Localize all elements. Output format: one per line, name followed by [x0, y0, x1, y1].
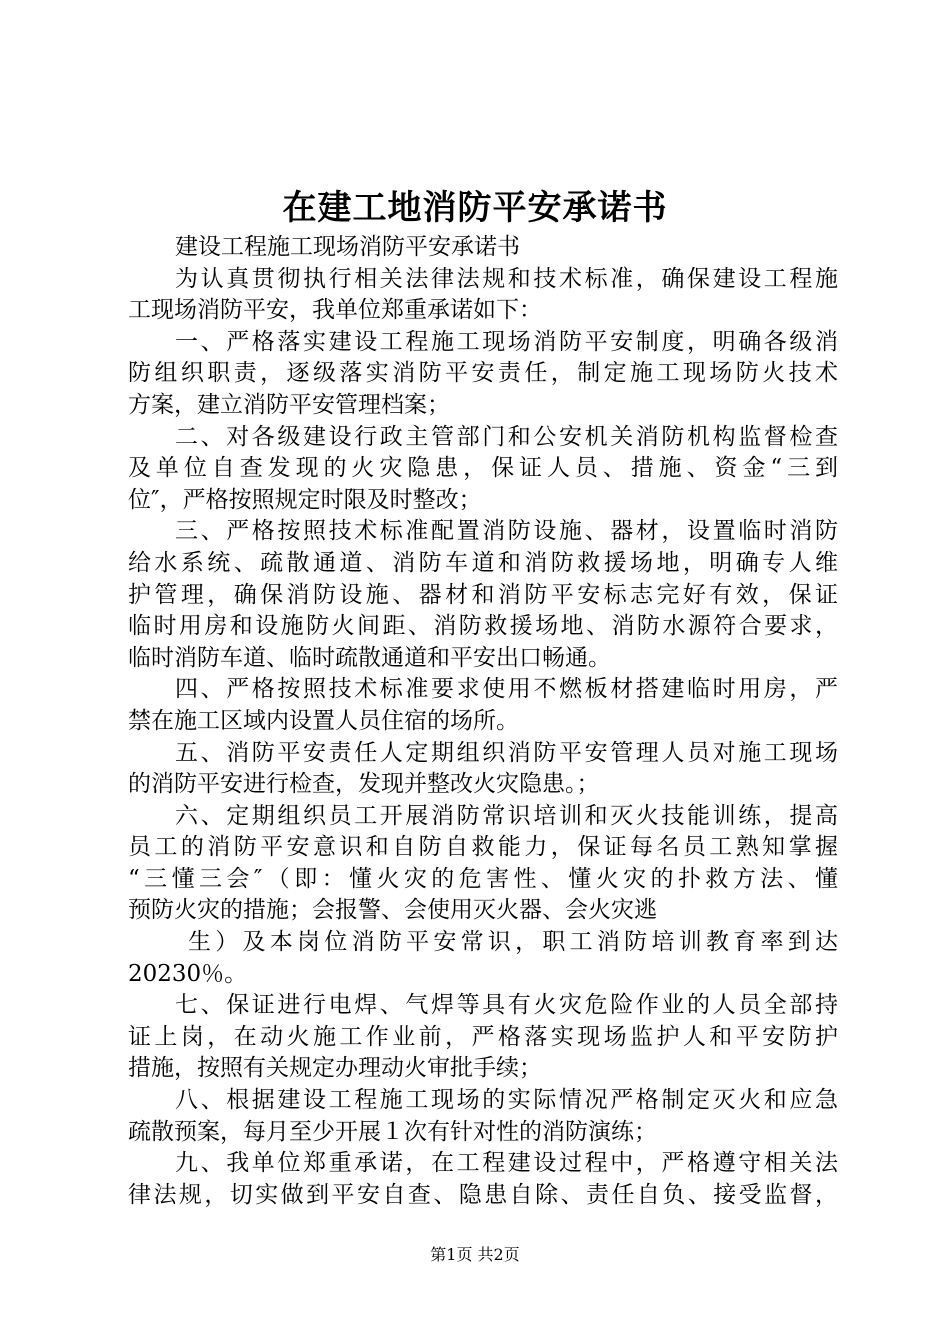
- body-line: 员工的消防平安意识和自防自救能力，保证每名员工熟知掌握: [128, 834, 838, 861]
- body-line: 预防火灾的措施；会报警、会使用灭火器、会火灾逃: [128, 897, 657, 924]
- body-line: 七、保证进行电焊、气焊等具有火灾危险作业的人员全部持: [175, 992, 838, 1019]
- body-line: 禁在施工区域内设置人员住宿的场所。: [128, 707, 519, 734]
- body-line: 方案，建立消防平安管理档案；: [128, 391, 450, 418]
- body-line: 六、定期组织员工开展消防常识培训和灭火技能训练，提高: [175, 802, 838, 829]
- body-line: 工现场消防平安，我单位郑重承诺如下：: [128, 297, 542, 324]
- body-line: 证上岗，在动火施工作业前，严格落实现场监护人和平安防护: [128, 1023, 838, 1050]
- body-line: 临时消防车道、临时疏散通道和平安出口畅通。: [128, 644, 611, 671]
- body-line: 一、严格落实建设工程施工现场消防平安制度，明确各级消: [175, 328, 838, 355]
- body-line: 措施，按照有关规定办理动火审批手续；: [128, 1055, 542, 1082]
- body-line: 生）及本岗位消防平安常识，职工消防培训教育率到达: [188, 929, 838, 956]
- body-line: 临时用房和设施防火间距、消防救援场地、消防水源符合要求，: [128, 613, 838, 640]
- body-line: 为认真贯彻执行相关法律法规和技术标准，确保建设工程施: [175, 265, 838, 292]
- body-line: 给水系统、疏散通道、消防车道和消防救援场地，明确专人维: [128, 549, 838, 576]
- body-line: 的消防平安进行检查，发现并整改火灾隐患。；: [128, 771, 600, 798]
- body-line: 八、根据建设工程施工现场的实际情况严格制定灭火和应急: [175, 1087, 838, 1114]
- body-line: 五、消防平安责任人定期组织消防平安管理人员对施工现场: [175, 739, 838, 766]
- body-line: 三、严格按照技术标准配置消防设施、器材，设置临时消防: [175, 518, 838, 545]
- body-line: “三懂三会″（即：懂火灾的危害性、懂火灾的扑救方法、懂: [128, 865, 838, 892]
- document-title: 在建工地消防平安承诺书: [282, 188, 668, 228]
- body-line: 疏散预案，每月至少开展１次有针对性的消防演练；: [128, 1118, 657, 1145]
- page-footer: 第1页 共2页: [430, 1245, 520, 1264]
- body-line: 四、严格按照技术标准要求使用不燃板材搭建临时用房，严: [175, 676, 838, 703]
- body-line: 20230％。: [128, 960, 248, 987]
- body-line: 防组织职责，逐级落实消防平安责任，制定施工现场防火技术: [128, 360, 838, 387]
- document-body: [128, 232, 838, 1211]
- body-line: 二、对各级建设行政主管部门和公安机关消防机构监督检查: [175, 423, 838, 450]
- body-line: 及单位自查发现的火灾隐患，保证人员、措施、资金“三到: [128, 455, 838, 482]
- body-line: 律法规，切实做到平安自查、隐患自除、责任自负、接受监督，: [128, 1181, 838, 1208]
- body-line: 护管理，确保消防设施、器材和消防平安标志完好有效，保证: [128, 581, 838, 608]
- body-line: 位″，严格按照规定时限及时整改；: [128, 486, 482, 513]
- body-line: 建设工程施工现场消防平安承诺书: [175, 234, 520, 260]
- body-line: 九、我单位郑重承诺，在工程建设过程中，严格遵守相关法: [175, 1150, 838, 1177]
